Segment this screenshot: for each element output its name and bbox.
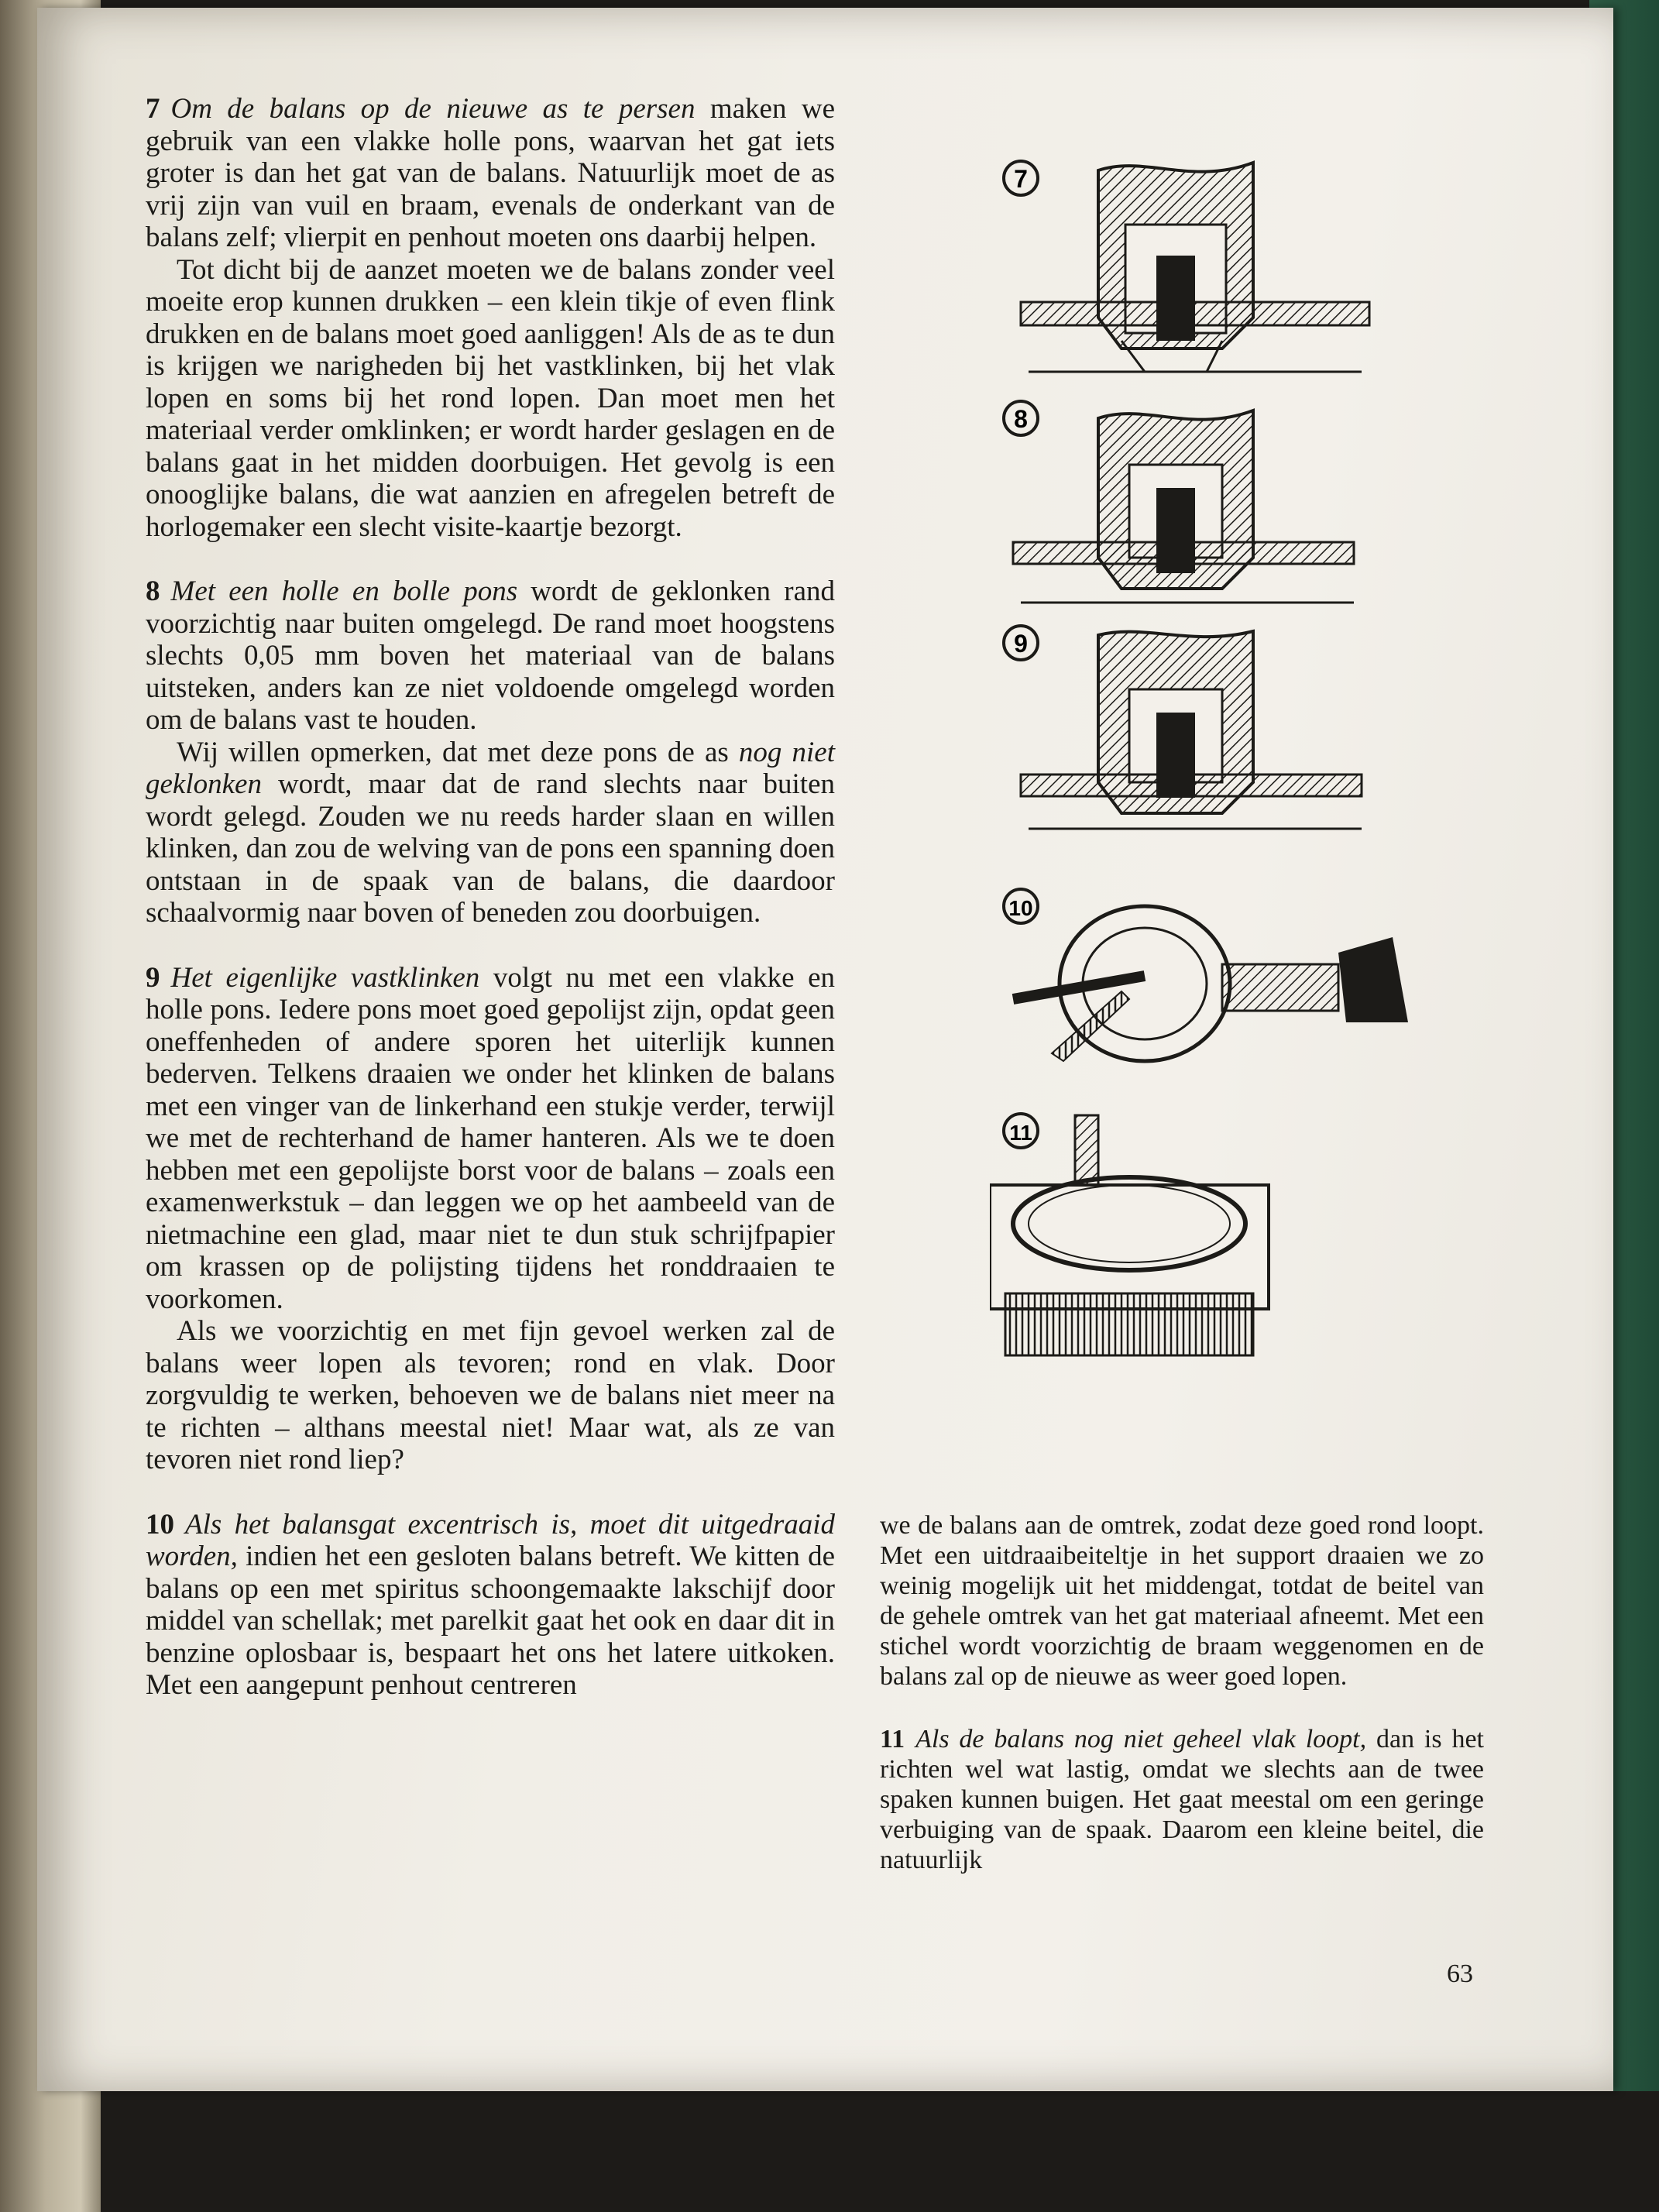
figures-column bbox=[990, 147, 1470, 1386]
body-paragraph: Als we voorzichtig en met fijn gevoel werken zal de balans weer lopen als tevoren; rond en vlak. Door zorgvuldig te werken, behoeven we de balans niet meer na te richten – althans meestal niet! Maar wat, als ze van tevoren niet rond liep? bbox=[146, 1315, 835, 1475]
paragraph-before: Wij willen opmerken, dat met deze pons de as bbox=[177, 736, 739, 768]
left-text-column bbox=[146, 93, 835, 1702]
section-gap bbox=[880, 1692, 1484, 1724]
figure-8-label: 8 bbox=[1014, 405, 1028, 433]
section-lead-in: Met een holle en bolle pons bbox=[170, 575, 518, 607]
section-number: 7 bbox=[146, 93, 160, 125]
section-8-paragraph bbox=[146, 575, 835, 737]
figure-10-label: 10 bbox=[1008, 896, 1033, 920]
page-number: 63 bbox=[1447, 1960, 1473, 1988]
figure-9-label: 9 bbox=[1014, 630, 1028, 658]
section-9-paragraph bbox=[146, 962, 835, 1316]
section-number: 10 bbox=[146, 1508, 174, 1540]
book-page bbox=[37, 8, 1613, 2091]
body-paragraph: Tot dicht bij de aanzet moeten we de balans zonder veel moeite erop kunnen drukken – een klein tikje of even flink drukken en de balans moet goed aanliggen! Als de as te dun is krijgen we narigheden bij het vastklinken, bij het vlak lopen en soms bij het rond lopen. Dan moet men het materiaal verder omklinken; er wordt harder geslagen en de balans gaat in het midden doorbuigen. Het gevolg is een onooglijke balans, die wat aanzien en afregelen betreft de horlogemaker een slecht visite-kaartje bezorgt. bbox=[146, 253, 835, 543]
paragraph-italic: nog niet geklonken bbox=[146, 736, 835, 800]
figure-8-hollow-convex-punch bbox=[1004, 401, 1354, 603]
section-gap bbox=[146, 543, 835, 575]
paragraph-after: wordt, maar dat de rand slechts naar buiten wordt gelegd. Zouden we nu reeds harder slaan en willen klinken, dan zou de welving van de pons een spanning doen ontstaan in de spaak van de balans, die daardoor schaalvormig naar boven of beneden zou doorbuigen. bbox=[146, 768, 835, 929]
section-body: indien het een gesloten balans betreft. We kitten de balans op een met spiritus schoongemaakte lakschijf door middel van schellak; met parelkit gaat het ook en daar dit in benzine oplosbaar is, bespaart het ons het latere uitkoken. Met een aangepunt penhout centreren bbox=[146, 1540, 835, 1701]
figure-10-lathe-turning bbox=[1004, 889, 1408, 1061]
section-gap bbox=[146, 929, 835, 962]
section-body: maken we gebruik van een vlakke holle pons, waarvan het gat iets groter is dan het gat van de balans. Natuurlijk moet de as vrij zijn van vuil en braam, evenals de onderkant van de balans zelf; vlierpit en penhout moeten ons daarbij helpen. bbox=[146, 93, 835, 253]
section-lead-in: Om de balans op de nieuwe as te persen bbox=[170, 93, 696, 125]
section-lead-in: Als de balans nog niet geheel vlak loopt, bbox=[915, 1725, 1367, 1753]
section-lead-in: Het eigenlijke vastklinken bbox=[170, 961, 480, 994]
section-11-paragraph bbox=[880, 1724, 1484, 1875]
section-body: volgt nu met een vlakke en holle pons. Iedere pons moet goed gepolijst zijn, opdat geen oneffenheden of andere sporen het uiterlijk kunnen bederven. Telkens draaien we onder het klinken de balans met een vinger van de linkerhand een stukje verder, terwijl we met de rechterhand de hamer hanteren. Als we te doen hebben met een gepolijste borst voor de balans – zoals een examenwerkstuk – dan leggen we op het aambeeld van de nietmachine een glad, maar niet te dun stuk schrijfpapier om krassen op de polijsting tijdens het ronddraaien te voorkomen. bbox=[146, 961, 835, 1315]
section-7-paragraph bbox=[146, 93, 835, 254]
section-body: dan is het richten wel wat lastig, omdat we slechts aan de twee spaken kunnen buigen. Het gaat meestal om een geringe verbuiging van de spaak. Daarom een kleine beitel, die natuurlijk bbox=[880, 1725, 1485, 1874]
section-gap bbox=[146, 1476, 835, 1509]
section-number: 9 bbox=[146, 961, 160, 994]
figure-9-flat-hollow-punch bbox=[1004, 626, 1362, 829]
section-10-paragraph bbox=[146, 1509, 835, 1702]
figure-7-punch-press bbox=[1004, 161, 1369, 372]
figure-11-label: 11 bbox=[1009, 1121, 1032, 1145]
section-number: 8 bbox=[146, 575, 160, 607]
body-paragraph: we de balans aan de omtrek, zodat deze goed rond loopt. Met een uitdraaibeiteltje in het support draaien we zo weinig mogelijk uit het middengat, totdat de beitel van de gehele omtrek van het gat materiaal afneemt. Met een stichel wordt voorzichtig de braam weggenomen en de balans zal op de nieuwe as weer goed lopen. bbox=[880, 1511, 1484, 1691]
right-text-column bbox=[880, 1510, 1484, 1875]
figure-11-riveting-stake bbox=[990, 1114, 1269, 1355]
section-number: 11 bbox=[880, 1725, 905, 1753]
body-paragraph bbox=[146, 737, 835, 929]
figure-7-label: 7 bbox=[1014, 165, 1028, 193]
section-body: wordt de geklonken rand voorzichtig naar buiten omgelegd. De rand moet hoogstens slechts 0,05 mm boven het materiaal van de balans uitsteken, anders kan ze niet voldoende omgelegd worden om de balans vast te houden. bbox=[146, 575, 835, 736]
section-lead-in: Als het balansgat excentrisch is, moet dit uitgedraaid worden, bbox=[146, 1508, 835, 1572]
